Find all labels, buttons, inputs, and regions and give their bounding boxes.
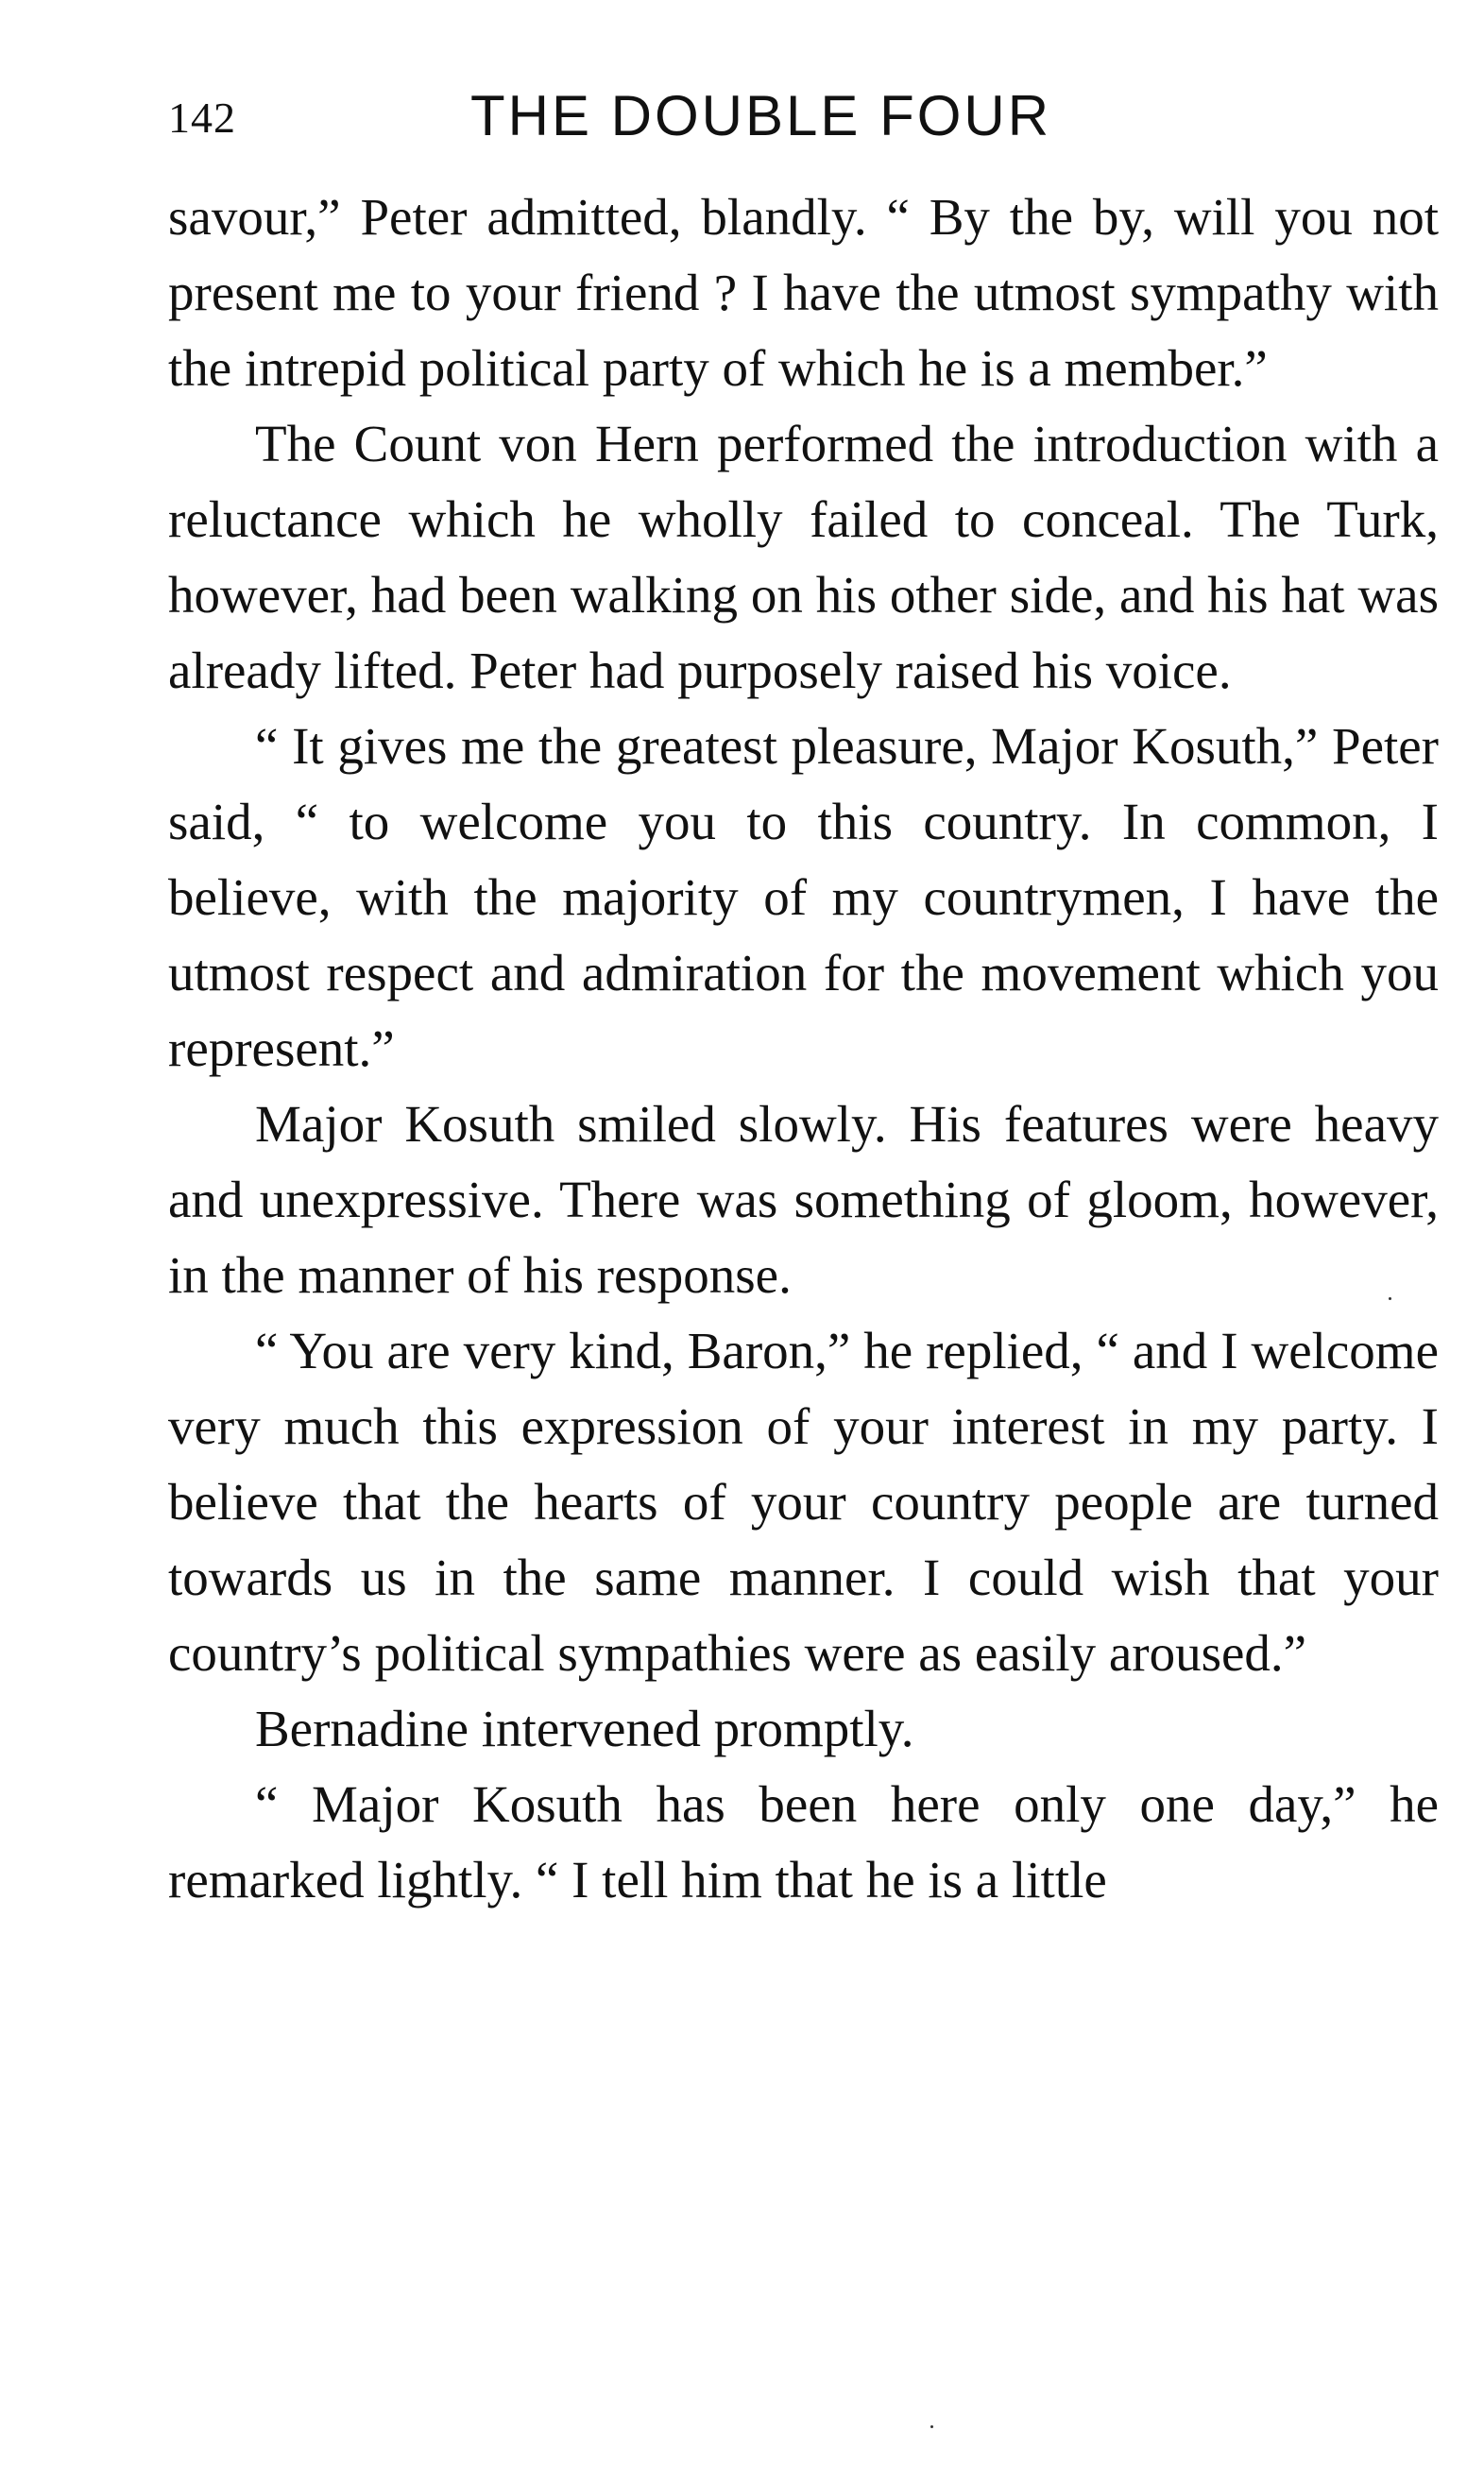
paragraph-2: The Count von Hern performed the introduction with a reluctance which he wholly failed to conceal. The Turk, however, had been walking on his other side, and his hat was already lifted. Peter had purposely raised his voice. [168, 415, 1439, 699]
paragraph-6: Bernadine intervened promptly. [255, 1700, 914, 1757]
paragraph-4: Major Kosuth smiled slowly. His features were heavy and unexpressive. There was something of gloom, however, in the manner of his response. [168, 1095, 1439, 1304]
paper-speck [1389, 1297, 1391, 1300]
page-number: 142 [168, 94, 236, 142]
body-text [168, 180, 1439, 1918]
paragraph-1: savour,” Peter admitted, blandly. “ By the by, will you not present me to your friend ? I have the utmost sympathy with the intrepid political party of which he is a member.” [168, 188, 1439, 397]
paragraph-7: “ Major Kosuth has been here only one day,” he remarked lightly. “ I tell him that he is a little [168, 1775, 1439, 1909]
paragraph-3: “ It gives me the greatest pleasure, Major Kosuth,” Peter said, “ to welcome you to this country. In common, I believe, with the majority of my countrymen, I have the utmost respect and admiration for the movement which you represent.” [168, 717, 1439, 1077]
running-head: THE DOUBLE FOUR [470, 84, 1052, 147]
paragraph-5: “ You are very kind, Baron,” he replied, “ and I welcome very much this expression of your interest in my party. I believe that the hearts of your country people are turned towards us in the same manner. I could wish that your country’s political sympathies were as easily aroused.” [168, 1322, 1439, 1682]
page-header [168, 83, 1443, 159]
paper-speck [930, 2425, 933, 2428]
